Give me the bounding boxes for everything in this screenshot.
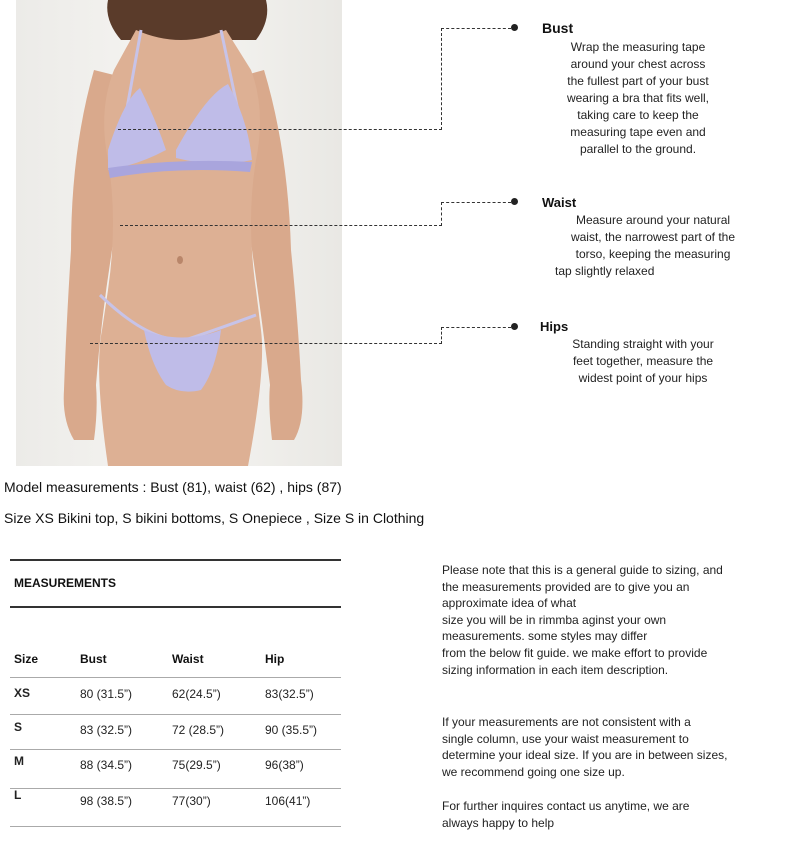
hips-title: Hips xyxy=(540,319,569,334)
row-divider xyxy=(10,677,341,678)
model-sizes: Size XS Bikini top, S bikini bottoms, S Onepiece , Size S in Clothing xyxy=(4,510,425,526)
table-top-rule xyxy=(10,559,341,561)
waist-guide-connector xyxy=(441,202,442,226)
table-title-rule xyxy=(10,606,341,608)
cell-waist: 72 (28.5”) xyxy=(172,723,225,737)
cell-hip: 106(41”) xyxy=(265,794,311,808)
waist-guide-top-line xyxy=(441,202,511,203)
cell-size: S xyxy=(14,720,23,734)
cell-bust: 80 (31.5”) xyxy=(80,687,133,701)
sizing-note-consistency: If your measurements are not consistent with a single column, use your waist measurement to determine your ideal size. If you are in between sizes, we recommend going one size up. xyxy=(442,715,728,779)
cell-hip: 83(32.5”) xyxy=(265,687,314,701)
row-divider xyxy=(10,749,341,750)
bust-guide-connector xyxy=(441,28,442,130)
sizing-note-general: Please note that this is a general guide to sizing, and the measurements provided are to give you an approximate idea of what size you will be in rimmba aginst your own measurements. some styles may differ from the below fit guide. we make effort to provide sizing information in each item description. xyxy=(442,563,723,677)
cell-bust: 98 (38.5”) xyxy=(80,794,133,808)
hips-guide-connector xyxy=(441,327,442,344)
hips-description: Standing straight with your feet together, measure the widest point of your hips xyxy=(572,337,714,385)
bust-marker-dot xyxy=(511,24,518,31)
bust-description: Wrap the measuring tape around your chest across the fullest part of your bust wearing a bra that fits well, taking care to keep the measuring tape even and parallel to the ground. xyxy=(566,40,710,156)
hips-guide-line xyxy=(90,343,442,344)
cell-bust: 83 (32.5”) xyxy=(80,723,133,737)
waist-title: Waist xyxy=(542,195,577,210)
cell-size: XS xyxy=(14,686,31,700)
cell-hip: 96(38”) xyxy=(265,758,304,772)
table-bottom-rule xyxy=(10,826,341,827)
table-title: MEASUREMENTS xyxy=(14,576,117,590)
waist-marker-dot xyxy=(511,198,518,205)
cell-size: M xyxy=(14,754,24,768)
header-size: Size xyxy=(14,652,39,666)
cell-bust: 88 (34.5”) xyxy=(80,758,133,772)
row-divider xyxy=(10,788,341,789)
model-measurements: Model measurements : Bust (81), waist (62) , hips (87) xyxy=(4,479,342,495)
waist-description: Measure around your natural waist, the narrowest part of the torso, keeping the measuring tap slightly relaxed xyxy=(555,213,736,278)
bust-guide-line xyxy=(118,129,442,130)
cell-hip: 90 (35.5”) xyxy=(265,723,318,737)
header-hip: Hip xyxy=(265,652,285,666)
cell-waist: 77(30”) xyxy=(172,794,211,808)
row-divider xyxy=(10,714,341,715)
header-waist: Waist xyxy=(172,652,204,666)
cell-waist: 62(24.5”) xyxy=(172,687,221,701)
bust-guide-top-line xyxy=(441,28,511,29)
waist-guide-line xyxy=(120,225,442,226)
bust-title: Bust xyxy=(542,20,574,36)
sizing-note-contact: For further inquires contact us anytime, we are always happy to help xyxy=(442,799,690,830)
cell-size: L xyxy=(14,788,22,802)
hips-guide-top-line xyxy=(441,327,511,328)
header-bust: Bust xyxy=(80,652,107,666)
cell-waist: 75(29.5”) xyxy=(172,758,221,772)
hips-marker-dot xyxy=(511,323,518,330)
model-photo xyxy=(16,0,342,466)
